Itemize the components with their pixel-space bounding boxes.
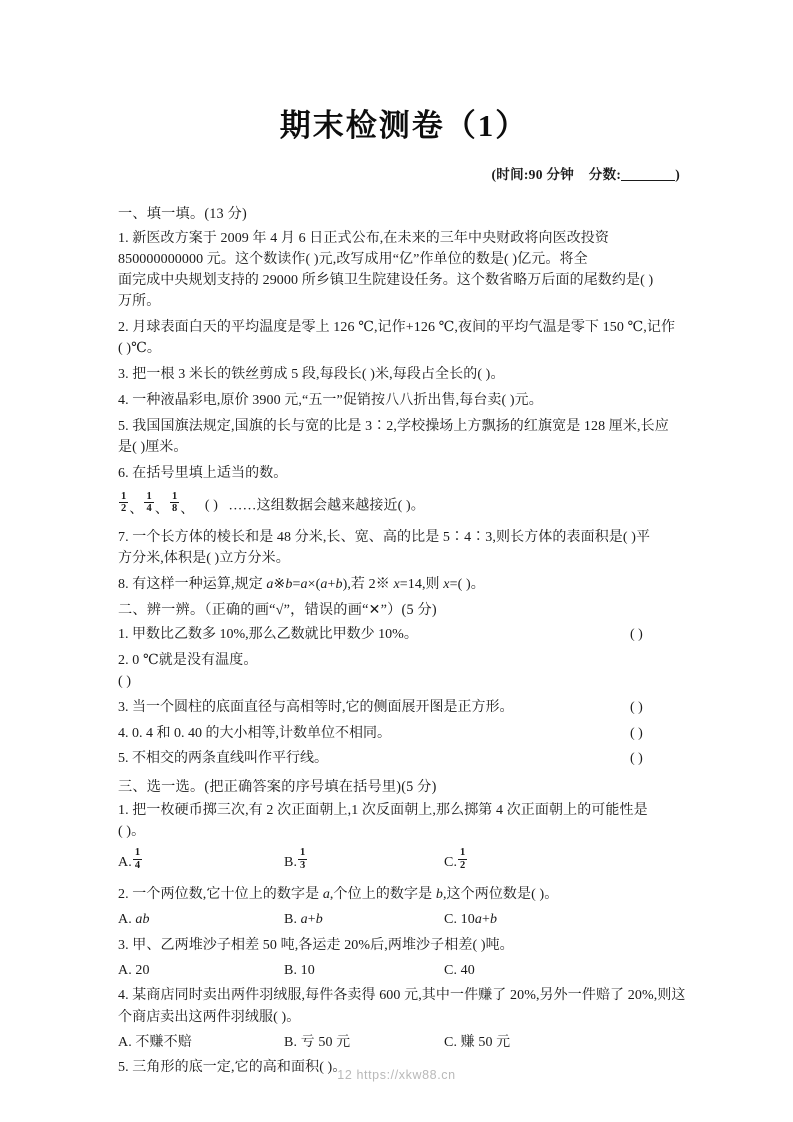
question-tf-2	[118, 650, 690, 693]
fraction	[133, 847, 142, 870]
sequence-separator: 、	[180, 502, 195, 518]
question-line: ( )℃。	[118, 341, 161, 357]
question-line: 个商店卖出这两件羽绒服( )。	[118, 1009, 301, 1025]
question-tf-5	[118, 748, 690, 769]
sequence-separator: 、	[154, 502, 169, 518]
question-fill-6	[118, 463, 690, 518]
question-fill-5	[118, 416, 690, 459]
watermark: 12 https://xkw88.cn	[337, 1068, 456, 1082]
option-a[interactable]: A. 20	[118, 962, 150, 978]
answer-blank[interactable]: ( )	[630, 699, 643, 715]
question-line: 1. 把一枚硬币掷三次,有 2 次正面朝上,1 次反面朝上,那么掷第 4 次正面朝上的可能性是	[118, 803, 648, 819]
option-list	[118, 909, 690, 930]
question-text: 3. 当一个圆柱的底面直径与高相等时,它的侧面展开图是正方形。	[118, 699, 514, 715]
exam-time-label: (时间:90 分钟	[491, 167, 575, 182]
question-tf-4	[118, 723, 690, 744]
question-line: ( )。	[118, 824, 146, 840]
question-text: 1. 甲数比乙数多 10%,那么乙数就比甲数少 10%。	[118, 626, 418, 642]
option-b[interactable]: B. a+b	[284, 912, 323, 928]
page-content	[118, 0, 690, 1079]
question-line: 2. 一个两位数,它十位上的数字是 a,个位上的数字是 b,这个两位数是( )。	[118, 886, 559, 902]
page-title: 期末检测卷（1）	[279, 108, 529, 143]
question-fill-3	[118, 364, 690, 385]
option-c[interactable]: C. 40	[444, 962, 475, 978]
question-line: 8. 有这样一种运算,规定 a※b=a×(a+b),若 2※ x=14,则 x=( )。	[118, 577, 485, 593]
answer-blank[interactable]: ( )	[204, 498, 218, 514]
fraction	[298, 847, 307, 870]
fraction-numerator: 1	[146, 490, 152, 502]
fraction	[170, 491, 179, 514]
question-line: 7. 一个长方体的棱长和是 48 分米,长、宽、高的比是 5∶4∶3,则长方体的表面积是( )平	[118, 530, 651, 546]
fraction-item	[169, 490, 195, 518]
option-list	[118, 1032, 690, 1053]
exam-score-label: 分数:	[588, 167, 622, 182]
option-b[interactable]: B. 10	[284, 962, 315, 978]
section-heading-fill-in: 一、填一填。(13 分)	[118, 206, 247, 222]
fraction-denominator: 3	[300, 859, 306, 871]
sequence-tail: ……这组数据会越来越接近( )。	[228, 498, 425, 514]
fraction-numerator: 1	[171, 490, 178, 502]
fraction-item	[118, 490, 144, 518]
question-mc-3	[118, 935, 690, 981]
fraction-numerator: 1	[121, 490, 127, 502]
option-c[interactable]	[444, 847, 690, 874]
question-mc-4	[118, 985, 690, 1053]
exam-meta-suffix: )	[675, 167, 680, 182]
question-line: 面完成中央规划支持的 29000 所乡镇卫生院建设任务。这个数省略万后面的尾数约是( )	[118, 273, 654, 289]
question-fill-2	[118, 317, 690, 360]
answer-blank[interactable]: ( )	[630, 751, 643, 767]
question-line: 5. 三角形的底一定,它的高和面积( )。	[118, 1060, 347, 1076]
answer-blank[interactable]: ( )	[118, 674, 132, 689]
question-fill-7	[118, 527, 690, 570]
fraction-numerator: 1	[460, 847, 466, 859]
question-line: 是( )厘米。	[118, 439, 188, 455]
question-line: 5. 我国国旗法规定,国旗的长与宽的比是 3∶2,学校操场上方飘扬的红旗宽是 128 厘米,长应	[118, 418, 669, 434]
score-blank-line[interactable]	[621, 167, 675, 181]
answer-blank[interactable]: ( )	[630, 626, 643, 642]
question-tf-1	[118, 624, 690, 645]
question-line: 3. 把一根 3 米长的铁丝剪成 5 段,每段长( )米,每段占全长的( )。	[118, 367, 505, 383]
question-fill-4	[118, 390, 690, 411]
section-heading-true-false: 二、辨一辨。（正确的画“√”，错误的画“✕”）(5 分)	[118, 602, 437, 619]
option-c[interactable]: C. 赚 50 元	[444, 1034, 511, 1050]
question-text: 5. 不相交的两条直线叫作平行线。	[118, 751, 328, 767]
fraction-denominator: 2	[121, 502, 127, 514]
question-line: 方分米,体积是( )立方分米。	[118, 551, 290, 567]
option-label: A.	[118, 855, 132, 870]
fraction-denominator: 4	[146, 502, 152, 514]
fraction-denominator: 2	[460, 859, 466, 871]
option-a[interactable]: A. ab	[118, 912, 150, 928]
question-line: 1. 新医改方案于 2009 年 4 月 6 日正式公布,在未来的三年中央财政将向医改投资	[118, 230, 609, 246]
question-line: 6. 在括号里填上适当的数。	[118, 465, 288, 481]
question-line: 万所。	[118, 294, 161, 310]
fraction-numerator: 1	[134, 847, 141, 859]
option-a[interactable]	[118, 847, 284, 874]
option-a[interactable]: A. 不赚不赔	[118, 1034, 192, 1050]
question-line: 3. 甲、乙两堆沙子相差 50 吨,各运走 20%后,两堆沙子相差( )吨。	[118, 937, 514, 953]
option-list	[118, 847, 690, 874]
option-label: B.	[284, 855, 298, 870]
question-line: 4. 一种液晶彩电,原价 3900 元,“五一”促销按八八折出售,每台卖( )元。	[118, 392, 543, 408]
fraction-item	[143, 490, 169, 518]
answer-blank[interactable]: ( )	[630, 725, 643, 741]
question-line: 4. 某商店同时卖出两件羽绒服,每件各卖得 600 元,其中一件赚了 20%,另外一件赔了 20%,则这	[118, 988, 686, 1004]
fraction-denominator: 8	[171, 502, 178, 514]
question-line: 850000000000 元。这个数读作( )元,改写成用“亿”作单位的数是( )亿元。将全	[118, 251, 588, 267]
question-line: 2. 月球表面白天的平均温度是零上 126 ℃,记作+126 ℃,夜间的平均气温是零下 150 ℃,记作	[118, 320, 676, 336]
option-b[interactable]: B. 亏 50 元	[284, 1034, 351, 1050]
fraction	[119, 491, 128, 514]
fraction-sequence	[118, 490, 690, 518]
sequence-separator: 、	[129, 502, 144, 518]
fraction-denominator: 4	[134, 859, 141, 871]
option-c[interactable]: C. 10a+b	[444, 912, 498, 928]
question-fill-8	[118, 574, 690, 595]
question-fill-1	[118, 228, 690, 313]
option-list	[118, 960, 690, 981]
fraction	[458, 847, 467, 870]
section-heading-multiple-choice: 三、选一选。(把正确答案的序号填在括号里)(5 分)	[118, 778, 437, 795]
fraction-numerator: 1	[300, 847, 306, 859]
question-text: 2. 0 ℃就是没有温度。	[118, 652, 258, 668]
question-mc-1	[118, 800, 690, 874]
question-tf-3	[118, 697, 690, 718]
option-b[interactable]	[284, 847, 444, 874]
question-mc-2	[118, 884, 690, 930]
question-text: 4. 0. 4 和 0. 40 的大小相等,计数单位不相同。	[118, 725, 391, 741]
exam-meta	[118, 163, 690, 183]
fraction	[144, 491, 153, 514]
option-label: C.	[444, 855, 458, 870]
